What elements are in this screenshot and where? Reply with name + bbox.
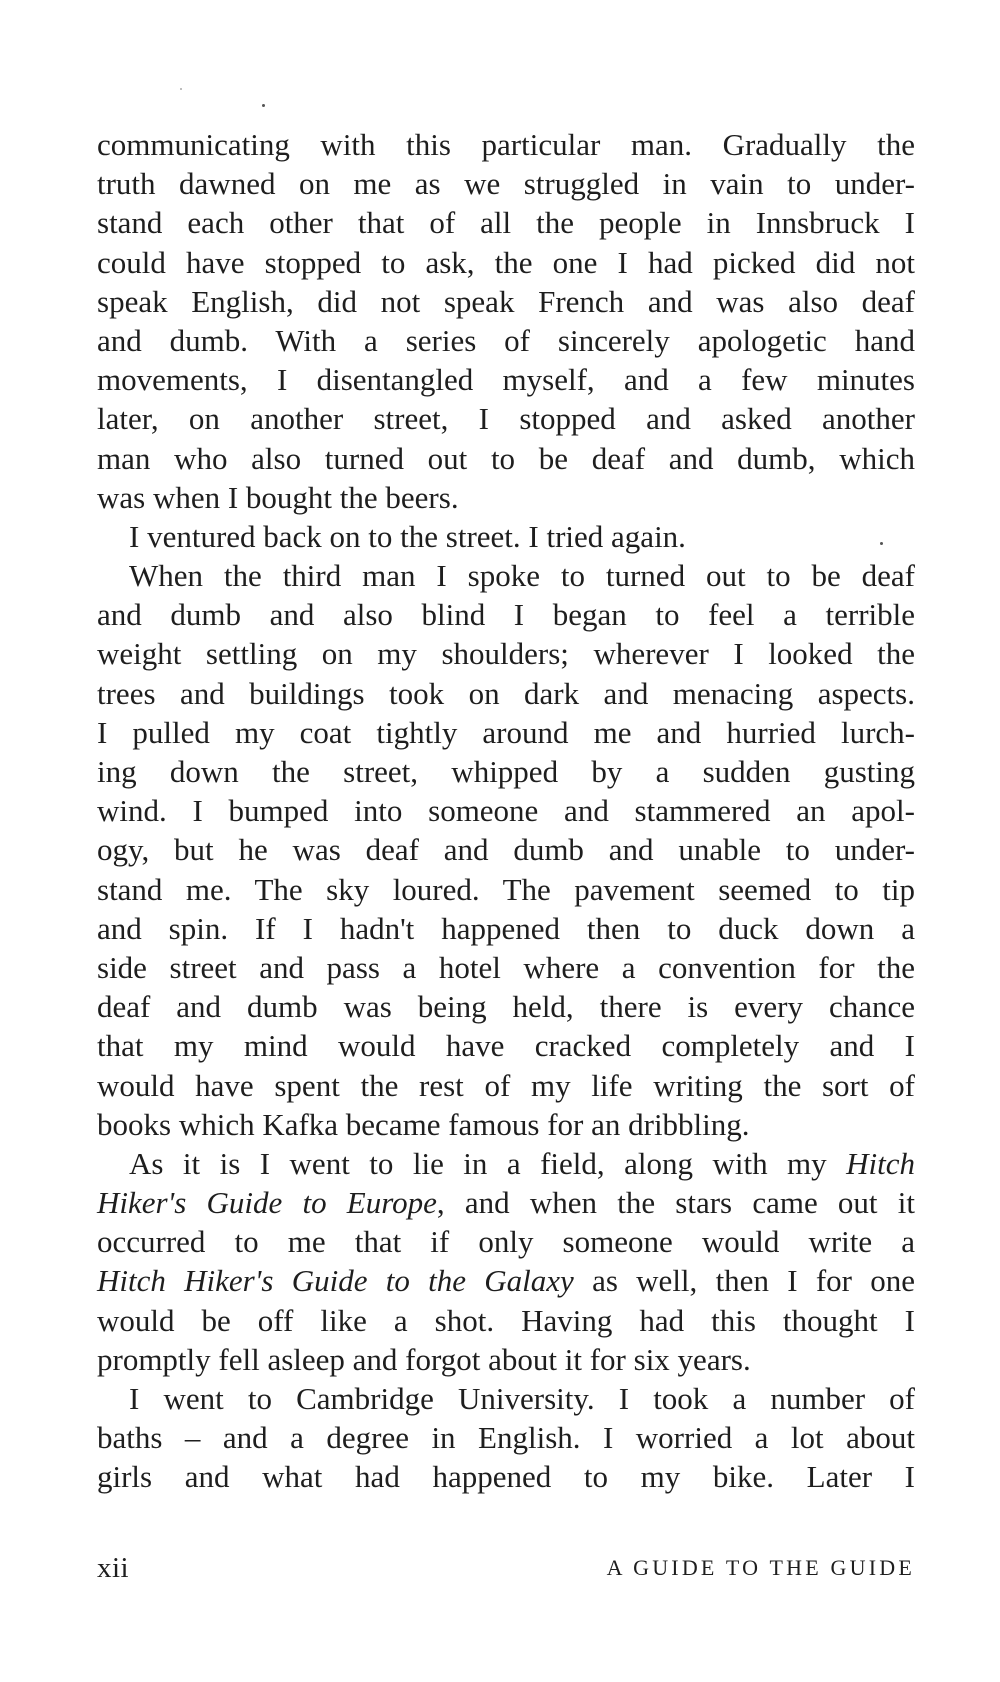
- text-line: ing down the street, whipped by a sudden gusting: [97, 754, 915, 789]
- scan-speck: [180, 88, 182, 90]
- paragraph: [97, 517, 915, 556]
- text-line: trees and buildings took on dark and menacing aspects.: [97, 675, 915, 711]
- text-line: that my mind would have cracked completely and I: [97, 1028, 915, 1064]
- text-line: would have spent the rest of my life writing the sort of: [97, 1067, 915, 1103]
- page-footer: [97, 1548, 915, 1588]
- text-line: and dumb. With a series of sincerely apologetic hand: [97, 322, 915, 358]
- text-line: baths – and a degree in English. I worried a lot about: [97, 1420, 915, 1456]
- text-line: weight settling on my shoulders; wherever I looked the: [97, 636, 915, 672]
- text-line: could have stopped to ask, the one I had picked did not: [97, 244, 915, 280]
- page-body: [97, 125, 915, 1497]
- text-line: books which Kafka became famous for an dribbling.: [97, 1106, 750, 1142]
- paragraph: [97, 1379, 915, 1497]
- text-run: , and when the stars came out it: [436, 1185, 915, 1221]
- text-line: stand me. The sky loured. The pavement seemed to tip: [97, 871, 915, 907]
- text-line: [97, 1261, 915, 1300]
- text-line: and dumb and also blind I began to feel a terrible: [97, 597, 915, 633]
- text-line: truth dawned on me as we struggled in vain to under-: [97, 166, 915, 202]
- paragraph: [97, 556, 915, 1144]
- text-line: man who also turned out to be deaf and dumb, which: [97, 440, 915, 476]
- text-line: [97, 1183, 915, 1222]
- scan-speck: [880, 542, 883, 545]
- book-title: Hitch Hiker's Guide to the Galaxy: [97, 1263, 574, 1299]
- page-number: xii: [97, 1552, 130, 1584]
- paragraph: [97, 1144, 915, 1379]
- text-line: I pulled my coat tightly around me and hurried lurch-: [97, 714, 915, 750]
- text-line: [97, 1144, 915, 1183]
- text-line: ogy, but he was deaf and dumb and unable to under-: [97, 832, 915, 868]
- text-line: promptly fell asleep and forgot about it for six years.: [97, 1341, 751, 1377]
- text-line: would be off like a shot. Having had this thought I: [97, 1302, 915, 1338]
- text-line: I went to Cambridge University. I took a number of: [129, 1381, 915, 1416]
- paragraph: [97, 125, 915, 517]
- text-line: communicating with this particular man. Gradually the: [97, 127, 915, 162]
- scan-speck: [262, 104, 265, 107]
- running-head: A GUIDE TO THE GUIDE: [606, 1555, 915, 1580]
- text-line: stand each other that of all the people in Innsbruck I: [97, 205, 915, 241]
- text-line: later, on another street, I stopped and asked another: [97, 401, 915, 437]
- text-line: and spin. If I hadn't happened then to duck down a: [97, 910, 915, 946]
- text-line: I ventured back on to the street. I tried again.: [129, 518, 686, 554]
- book-title: Hiker's Guide to Europe: [97, 1185, 437, 1221]
- text-line: occurred to me that if only someone would write a: [97, 1224, 915, 1260]
- text-line: When the third man I spoke to turned out to be deaf: [129, 558, 915, 594]
- text-line: wind. I bumped into someone and stammered an apol-: [97, 793, 915, 829]
- text-line: was when I bought the beers.: [97, 479, 459, 515]
- text-line: girls and what had happened to my bike. Later I: [97, 1459, 915, 1495]
- text-line: side street and pass a hotel where a convention for the: [97, 949, 915, 985]
- text-line: speak English, did not speak French and was also deaf: [97, 283, 915, 319]
- text-run: As it is I went to lie in a field, along with my: [129, 1145, 847, 1181]
- text-line: movements, I disentangled myself, and a few minutes: [97, 362, 915, 398]
- text-run: as well, then I for one: [573, 1263, 915, 1299]
- text-line: deaf and dumb was being held, there is every chance: [97, 989, 915, 1025]
- book-title: Hitch: [846, 1145, 915, 1181]
